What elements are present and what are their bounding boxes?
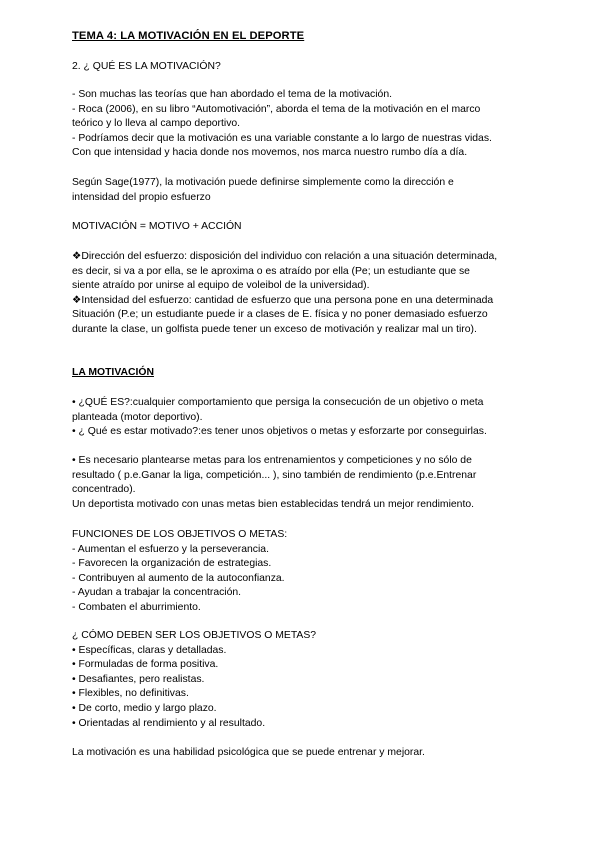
list-item: • Formuladas de forma positiva. — [72, 659, 219, 671]
text-line: es decir, si va a por ella, se le aproxima o es atraído por ella (Pe; un estudiante que se — [72, 265, 470, 277]
text-line: teórico y lo lleva al campo deportivo. — [72, 118, 241, 130]
text-line: ❖Intensidad del esfuerzo: cantidad de esfuerzo que una persona pone en una determinada — [72, 294, 494, 306]
how-goals-list — [72, 629, 542, 731]
effort-dimensions-paragraph — [72, 250, 542, 338]
list-item: • ¿QUÉ ES?:cualquier comportamiento que persiga la consecución de un objetivo o meta — [72, 397, 484, 408]
intro-paragraph — [72, 88, 542, 161]
functions-list — [72, 528, 542, 616]
section-heading-que-es: 2. ¿ QUÉ ES LA MOTIVACIÓN? — [72, 61, 221, 72]
text-line: - Son muchas las teorías que han abordado el tema de la motivación. — [72, 89, 392, 100]
list-item: • Flexibles, no definitivas. — [72, 688, 189, 700]
list-heading: FUNCIONES DE LOS OBJETIVOS O METAS: — [72, 529, 288, 540]
text-line: intensidad del propio esfuerzo — [72, 191, 211, 203]
text-line: ❖Dirección del esfuerzo: disposición del individuo con relación a una situación determinada, — [72, 251, 498, 262]
list-item: planteada (motor deportivo). — [72, 411, 203, 423]
list-item: • Desafiantes, pero realistas. — [72, 673, 205, 685]
list-item: • Orientadas al rendimiento y al resultado. — [72, 717, 266, 729]
text-line: • Es necesario plantearse metas para los entrenamientos y competiciones y no sólo de — [72, 455, 472, 466]
motivation-formula: MOTIVACIÓN = MOTIVO + ACCIÓN — [72, 221, 242, 232]
list-item: - Combaten el aburrimiento. — [72, 601, 201, 613]
list-item: • De corto, medio y largo plazo. — [72, 702, 217, 714]
list-item: • Específicas, claras y detalladas. — [72, 644, 227, 656]
text-line: - Roca (2006), en su libro “Automotivación”, aborda el tema de la motivación en el marco — [72, 103, 481, 115]
list-heading: ¿ CÓMO DEBEN SER LOS OBJETIVOS O METAS? — [72, 630, 317, 641]
list-item: - Aumentan el esfuerzo y la perseverancia. — [72, 543, 269, 555]
closing-sentence: La motivación es una habilidad psicológica que se puede entrenar y mejorar. — [72, 747, 425, 758]
section-heading-la-motivacion: LA MOTIVACIÓN — [72, 367, 154, 378]
text-line: resultado ( p.e.Ganar la liga, competición... ), sino también de rendimiento (p.e.Entrenar — [72, 469, 477, 481]
text-line: Situación (P.e; un estudiante puede ir a clases de E. física y no poner demasiado esfuerzo — [72, 309, 488, 321]
text-line: Un deportista motivado con unas metas bien establecidas tendrá un mejor rendimiento. — [72, 498, 474, 510]
text-line: concentrado). — [72, 484, 136, 496]
text-line: siente atraído por unirse al equipo de voleibol de la universidad). — [72, 280, 370, 292]
goals-paragraph — [72, 454, 542, 512]
list-item: - Favorecen la organización de estrategias. — [72, 558, 272, 570]
list-item: - Ayudan a trabajar la concentración. — [72, 587, 242, 599]
text-line: Según Sage(1977), la motivación puede definirse simplemente como la dirección e — [72, 177, 454, 188]
text-line: durante la clase, un golfista puede tener un exceso de motivación y realizar mal un tiro). — [72, 323, 477, 335]
sage-definition-paragraph — [72, 176, 542, 205]
text-line: - Podríamos decir que la motivación es una variable constante a lo largo de nuestras vidas. — [72, 132, 492, 144]
que-es-list — [72, 396, 542, 440]
text-line: Con que intensidad y hacia donde nos movemos, nos marca nuestro rumbo día a día. — [72, 147, 468, 159]
list-item: - Contribuyen al aumento de la autoconfianza. — [72, 572, 285, 584]
list-item: • ¿ Qué es estar motivado?:es tener unos objetivos o metas y esforzarte por conseguirlas. — [72, 426, 487, 438]
page-title: TEMA 4: LA MOTIVACIÓN EN EL DEPORTE — [72, 30, 305, 42]
